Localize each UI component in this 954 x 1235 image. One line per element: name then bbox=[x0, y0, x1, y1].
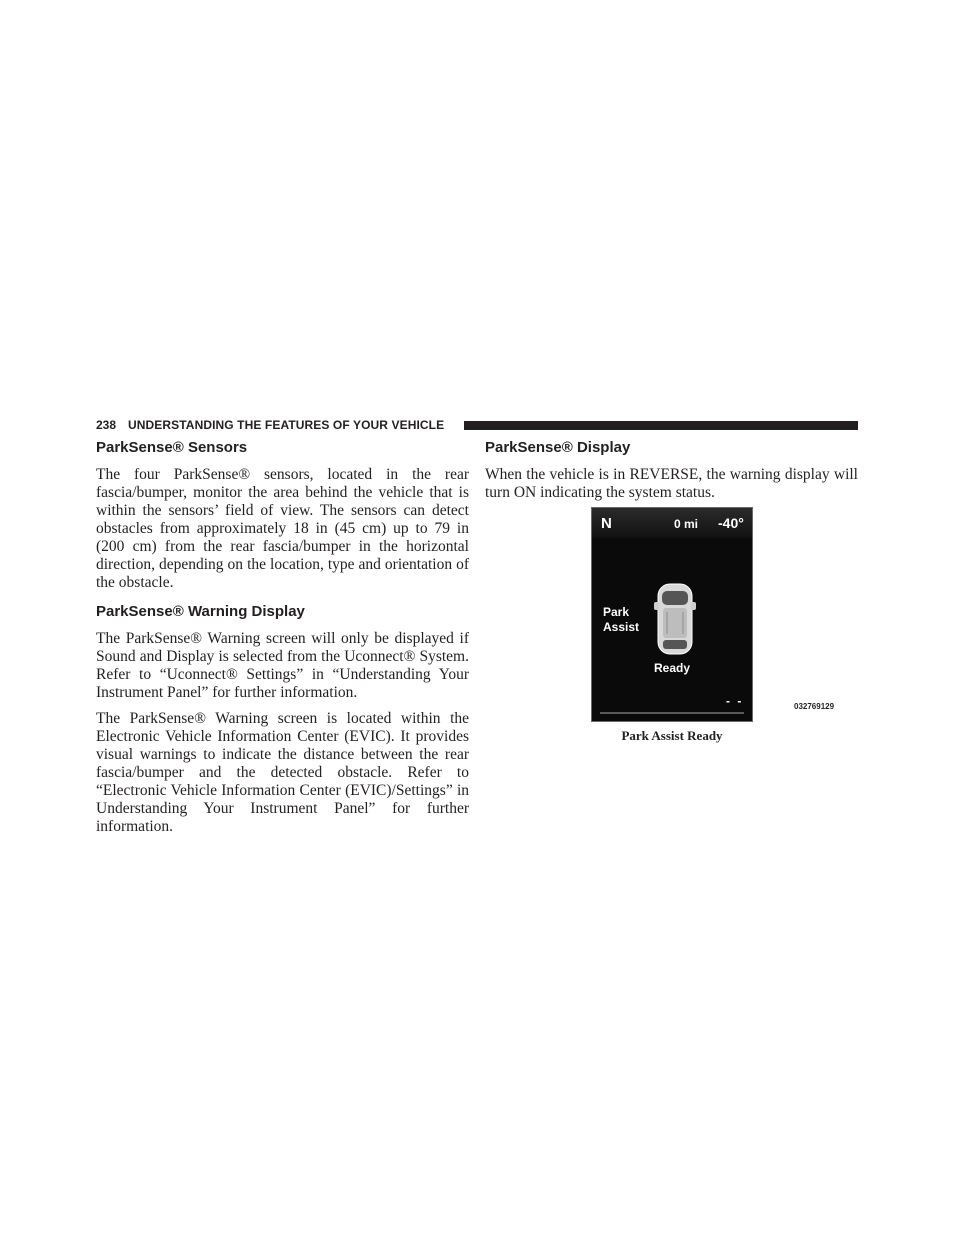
gear-indicator: N bbox=[601, 515, 612, 532]
figure-id: 032769129 bbox=[794, 702, 835, 711]
running-header bbox=[96, 417, 858, 433]
left-column bbox=[96, 438, 469, 836]
paragraph-warning-display-2: The ParkSense® Warning screen is located within the Electronic Vehicle Information Center (EVIC). It provides visual warnings to indicate the distance between the rear fascia/bumper and the detected obstacle. Refer to “Electronic Vehicle Information Center (EVIC)/Settings” in Understanding Your Instrument Panel” for further information. bbox=[96, 710, 469, 835]
running-title: UNDERSTANDING THE FEATURES OF YOUR VEHICLE bbox=[128, 418, 445, 432]
temperature-readout: -40° bbox=[718, 515, 744, 531]
section-heading-display: ParkSense® Display bbox=[485, 439, 631, 456]
figure-caption: Park Assist Ready bbox=[621, 728, 723, 743]
section-heading-warning-display: ParkSense® Warning Display bbox=[96, 603, 305, 620]
park-assist-label-line1: Park bbox=[603, 605, 630, 619]
evic-bottom-bar bbox=[600, 712, 744, 714]
right-column bbox=[485, 438, 858, 502]
paragraph-sensors: The four ParkSense® sensors, located in the rear fascia/bumper, monitor the area behind the vehicle that is within the sensors’ field of view. The sensors can detect obstacles from approximately 18 in (45 cm) up to 79 in (200 cm) from the rear fascia/bumper in the horizontal direction, depending on the location, type and orientation of the obstacle. bbox=[96, 466, 469, 591]
evic-display-figure bbox=[591, 507, 753, 722]
status-ready-text: Ready bbox=[654, 661, 691, 675]
odometer-readout: 0 mi bbox=[674, 517, 699, 531]
page-number: 238 bbox=[96, 418, 117, 432]
distance-dashes: - - bbox=[726, 694, 744, 708]
paragraph-display: When the vehicle is in REVERSE, the warning display will turn ON indicating the system status. bbox=[485, 466, 858, 501]
header-rule-bar bbox=[464, 421, 858, 430]
park-assist-label bbox=[603, 605, 639, 635]
car-top-view-icon bbox=[652, 582, 698, 656]
park-assist-label-line2: Assist bbox=[603, 620, 640, 634]
paragraph-warning-display-1: The ParkSense® Warning screen will only be displayed if Sound and Display is selected from the Uconnect® System. Refer to “Uconnect® Settings” in “Understanding Your Instrument Panel” for further information. bbox=[96, 630, 469, 701]
section-heading-sensors: ParkSense® Sensors bbox=[96, 439, 248, 456]
